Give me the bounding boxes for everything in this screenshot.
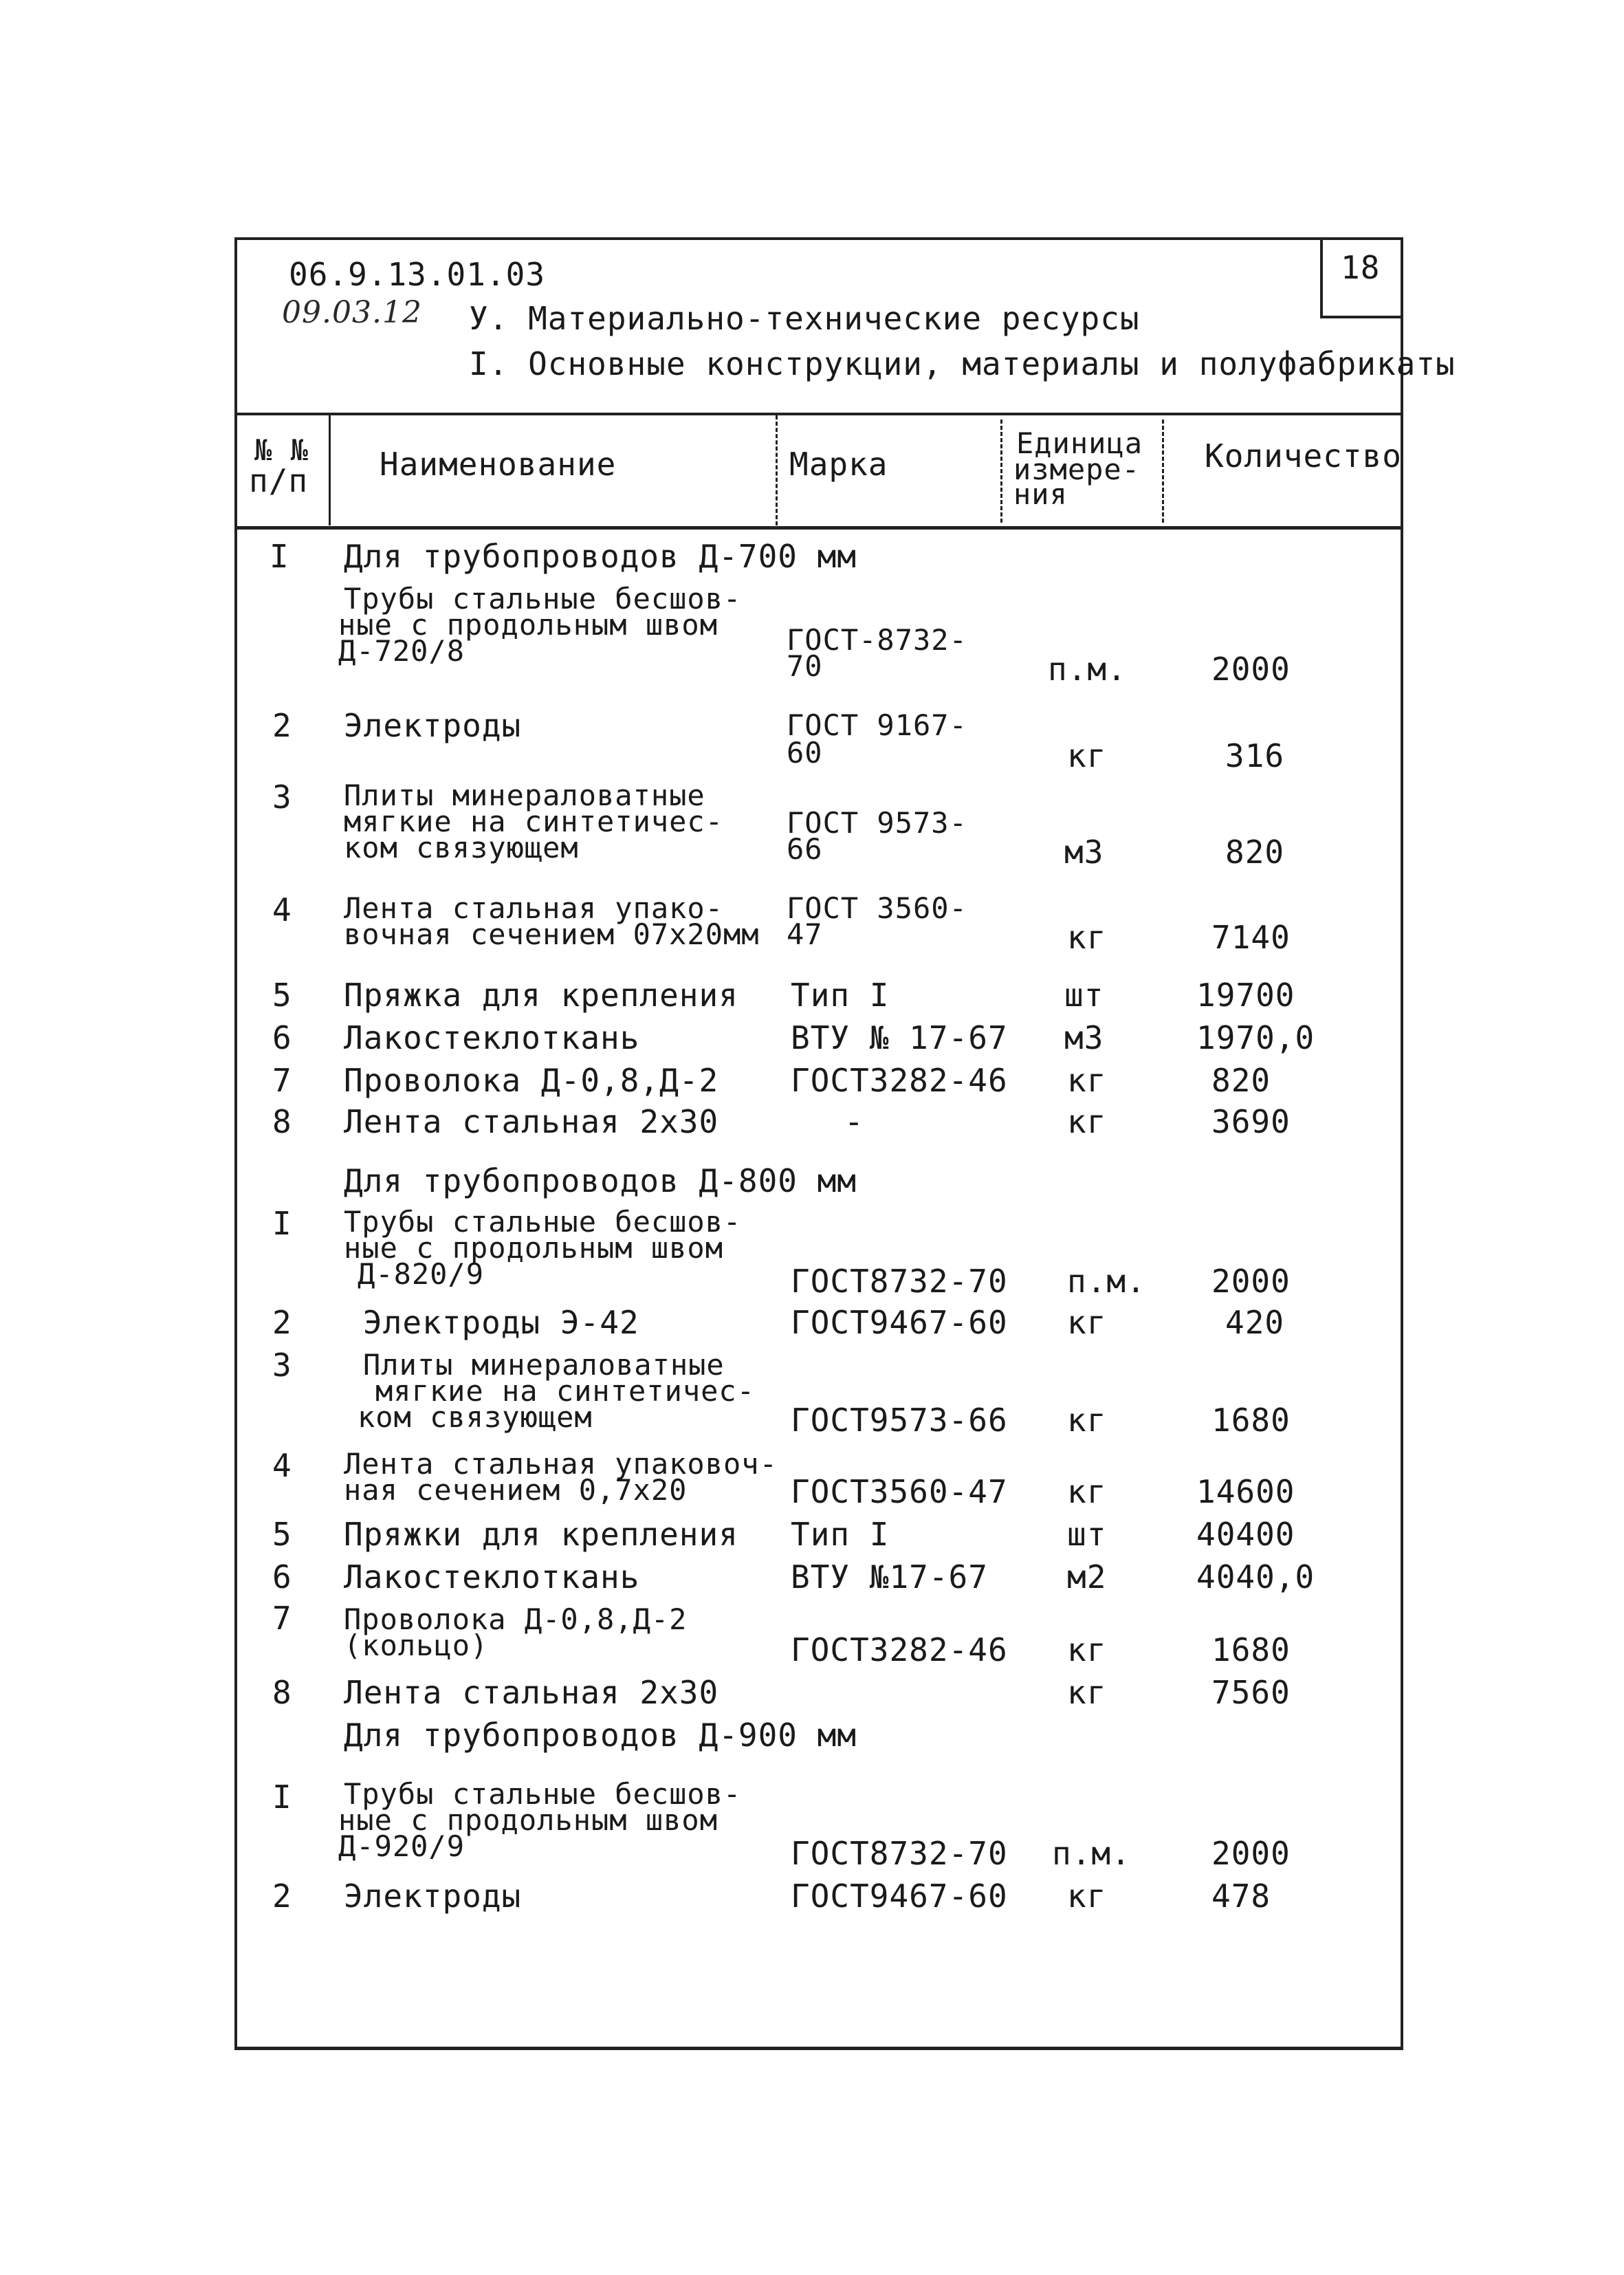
item-unit: кг — [1067, 1304, 1107, 1341]
col-header-mark: Марка — [789, 446, 888, 483]
item-name: (кольцо) — [344, 1629, 489, 1662]
handwritten-date: 09.03.12 — [282, 295, 422, 330]
item-name: Трубы стальные бесшов- — [344, 582, 742, 616]
subsection-title: I. Основные конструкции, материалы и полуфабрикаты — [469, 345, 1456, 382]
item-unit: п.м. — [1052, 1835, 1131, 1872]
item-qty: 820 — [1225, 834, 1285, 871]
item-name: Трубы стальные бесшов- — [344, 1777, 742, 1811]
item-unit: кг — [1067, 1473, 1107, 1510]
item-name: вочная сечением 07х20мм — [344, 917, 760, 951]
item-unit: п.м. — [1067, 1263, 1146, 1300]
item-unit: кг — [1067, 1103, 1107, 1140]
item-name: ная сечением 0,7х20 — [344, 1473, 688, 1507]
document-code: 06.9.13.01.03 — [289, 256, 546, 293]
item-number: 6 — [272, 1019, 292, 1056]
item-qty: 2000 — [1211, 651, 1291, 688]
item-number: 2 — [272, 707, 292, 744]
table-header-bottom-rule — [234, 526, 1403, 530]
item-number: 8 — [272, 1103, 292, 1140]
item-number: 4 — [272, 1447, 292, 1484]
item-name: Лента стальная упако- — [344, 891, 724, 925]
item-name: Электроды — [344, 707, 522, 744]
item-name: ком связующем — [344, 831, 579, 864]
col-header-unit-line2: измере- — [1013, 453, 1141, 486]
item-qty: 40400 — [1196, 1516, 1295, 1553]
item-unit: м3 — [1064, 834, 1104, 871]
item-number: 2 — [272, 1877, 292, 1915]
item-mark: ГОСТ9467-60 — [791, 1877, 1008, 1915]
item-qty: 420 — [1225, 1304, 1285, 1341]
item-mark: ВТУ № 17-67 — [791, 1019, 1008, 1056]
item-unit: кг — [1067, 1402, 1107, 1439]
column-divider-3 — [1000, 420, 1002, 523]
item-name: Д-920/9 — [338, 1829, 465, 1863]
item-number: 5 — [272, 977, 292, 1014]
item-name: Лакостеклоткань — [344, 1019, 640, 1056]
page-number: 18 — [1341, 249, 1381, 286]
item-name: Д-720/8 — [338, 634, 465, 668]
item-mark: ГОСТ 9573- — [787, 806, 967, 840]
item-name: Лента стальная 2х30 — [344, 1103, 719, 1140]
col-header-unit-line1: Единица — [1016, 426, 1143, 460]
item-qty: 2000 — [1211, 1835, 1291, 1872]
column-divider-2 — [776, 415, 778, 525]
column-divider-4 — [1162, 420, 1164, 523]
item-name: ные с продольным швом — [338, 608, 718, 642]
item-mark: ГОСТ-8732- — [787, 623, 967, 657]
item-unit: кг — [1067, 1674, 1107, 1711]
item-unit: кг — [1067, 919, 1107, 956]
section-title: У. Материально-технические ресурсы — [469, 300, 1140, 337]
item-qty: 478 — [1211, 1877, 1271, 1915]
group-1-number: I — [270, 538, 289, 575]
item-number: I — [272, 1205, 292, 1242]
item-qty: 14600 — [1196, 1473, 1295, 1510]
item-name: Плиты минераловатные — [363, 1348, 725, 1382]
item-number: 3 — [272, 779, 292, 816]
item-name: Д-820/9 — [358, 1257, 485, 1291]
col-header-qty: Количество — [1205, 437, 1402, 475]
item-unit: кг — [1067, 1877, 1107, 1915]
item-qty: 7560 — [1211, 1674, 1291, 1711]
item-mark: ГОСТ 3560- — [787, 891, 967, 925]
item-qty: 1970,0 — [1196, 1019, 1315, 1056]
item-mark: ГОСТ8732-70 — [791, 1835, 1008, 1872]
item-unit: шт — [1064, 977, 1104, 1014]
item-mark: ГОСТ 9167- — [787, 708, 967, 742]
group-2-heading: Для трубопроводов Д-800 мм — [344, 1162, 857, 1199]
item-unit: п.м. — [1048, 651, 1127, 688]
item-qty: 4040,0 — [1196, 1558, 1315, 1596]
item-number: 7 — [272, 1062, 292, 1099]
item-unit: кг — [1067, 1062, 1107, 1099]
item-mark: Тип I — [791, 1516, 890, 1553]
item-qty: 316 — [1225, 737, 1285, 774]
item-number: 3 — [272, 1347, 292, 1384]
item-qty: 7140 — [1211, 919, 1291, 956]
col-header-num-line1: № № — [254, 433, 309, 467]
item-name: Проволока Д-0,8,Д-2 — [344, 1062, 719, 1099]
col-header-name: Наименование — [380, 446, 617, 483]
item-name: Лакостеклоткань — [344, 1558, 640, 1596]
item-mark: 60 — [787, 736, 823, 770]
item-number: 2 — [272, 1304, 292, 1341]
item-number: I — [272, 1778, 292, 1816]
item-name: Электроды Э-42 — [363, 1304, 639, 1341]
item-mark: ГОСТ3560-47 — [791, 1473, 1008, 1510]
item-mark: 66 — [787, 832, 823, 866]
item-name: Пряжка для крепления — [344, 977, 738, 1014]
item-mark: ГОСТ3282-46 — [791, 1631, 1008, 1668]
item-name: Плиты минераловатные — [344, 779, 705, 812]
group-3-heading: Для трубопроводов Д-900 мм — [344, 1717, 857, 1754]
item-qty: 19700 — [1196, 977, 1295, 1014]
item-number: 6 — [272, 1558, 292, 1596]
item-name: Лента стальная упаковоч- — [344, 1447, 778, 1481]
col-header-num-line2: п/п — [249, 462, 309, 499]
item-unit: м2 — [1067, 1558, 1107, 1596]
item-mark: ГОСТ9573-66 — [791, 1402, 1008, 1439]
item-name: Лента стальная 2х30 — [344, 1674, 719, 1711]
item-number: 4 — [272, 891, 292, 928]
item-qty: 2000 — [1211, 1263, 1291, 1300]
item-name: ные с продольным швом — [338, 1803, 718, 1837]
item-name: Проволока Д-0,8,Д-2 — [344, 1602, 688, 1636]
item-number: 8 — [272, 1674, 292, 1711]
item-name: мягкие на синтетичес- — [344, 805, 724, 838]
item-qty: 3690 — [1211, 1103, 1291, 1140]
item-mark: ВТУ №17-67 — [791, 1558, 988, 1596]
item-unit: шт — [1067, 1516, 1107, 1553]
group-1-heading: Для трубопроводов Д-700 мм — [344, 538, 857, 575]
column-divider-1 — [329, 415, 331, 525]
item-name: мягкие на синтетичес- — [375, 1374, 756, 1408]
item-name: ком связующем — [358, 1400, 593, 1434]
item-mark: ГОСТ3282-46 — [791, 1062, 1008, 1099]
item-number: 5 — [272, 1516, 292, 1553]
item-mark: ГОСТ8732-70 — [791, 1263, 1008, 1300]
item-mark: 47 — [787, 917, 823, 951]
item-mark: ГОСТ9467-60 — [791, 1304, 1008, 1341]
table-top-rule — [234, 413, 1403, 415]
item-unit: кг — [1067, 1631, 1107, 1668]
item-qty: 1680 — [1211, 1402, 1291, 1439]
item-mark: Тип I — [791, 977, 890, 1014]
item-unit: м3 — [1064, 1019, 1104, 1056]
item-qty: 1680 — [1211, 1631, 1291, 1668]
col-header-unit-line3: ния — [1013, 477, 1068, 511]
item-name: Пряжки для крепления — [344, 1516, 738, 1553]
item-mark: 70 — [787, 649, 823, 683]
item-number: 7 — [272, 1600, 292, 1637]
item-name: Трубы стальные бесшов- — [344, 1205, 742, 1239]
item-mark: - — [844, 1103, 864, 1140]
item-unit: кг — [1067, 737, 1107, 774]
item-name: Электроды — [344, 1877, 522, 1915]
item-name: ные с продольным швом — [344, 1231, 724, 1265]
item-qty: 820 — [1211, 1062, 1271, 1099]
